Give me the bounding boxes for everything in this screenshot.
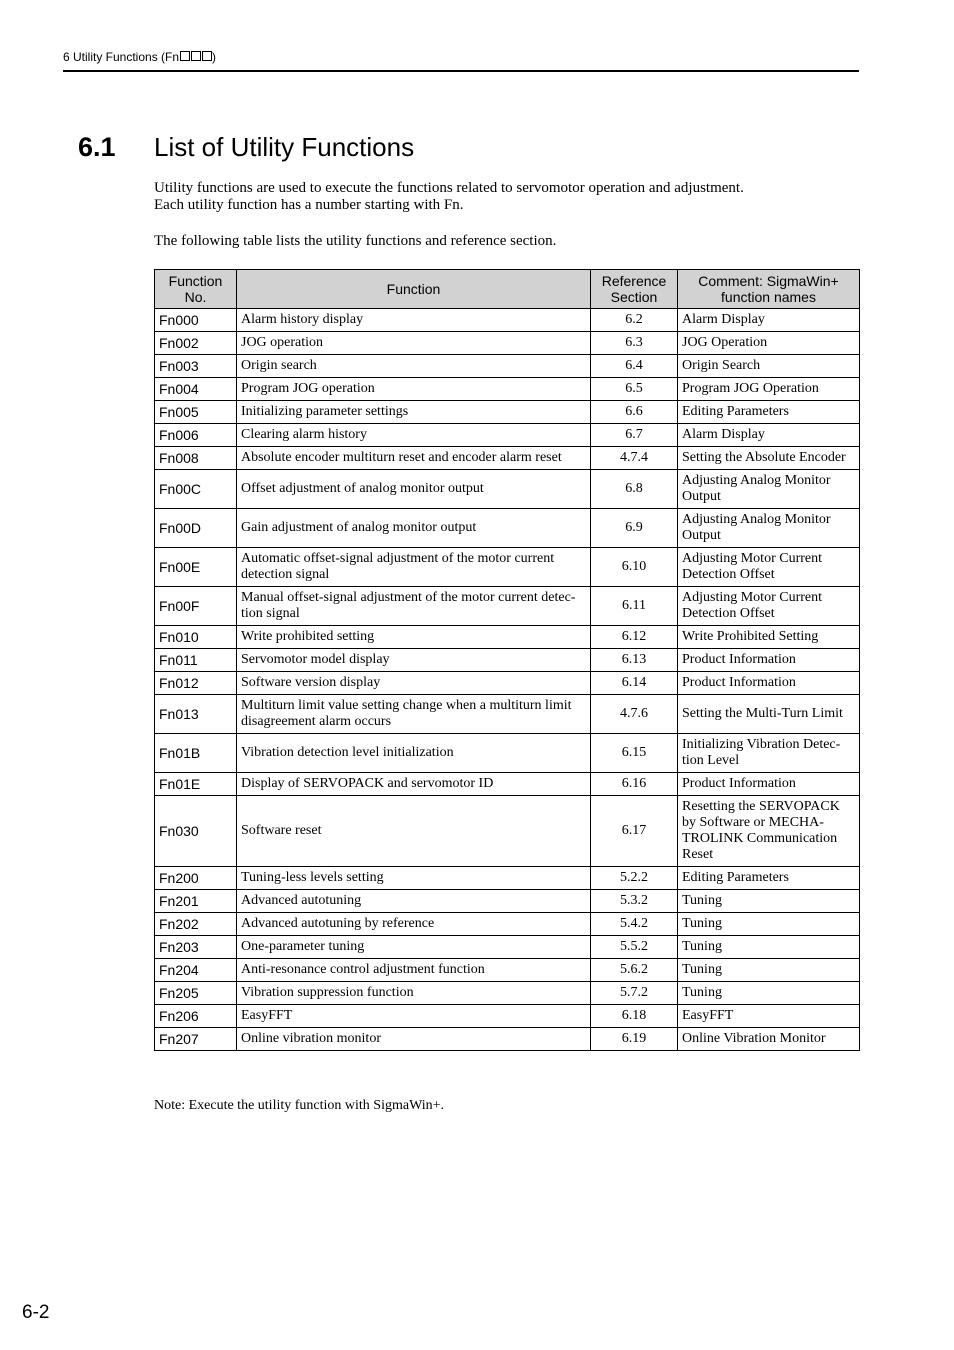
function-cell: EasyFFT [237, 1005, 591, 1028]
comment-cell: Editing Parameters [678, 867, 860, 890]
function-no-cell: Fn006 [155, 424, 237, 447]
function-cell: Online vibration monitor [237, 1028, 591, 1051]
reference-cell: 6.2 [591, 309, 678, 332]
function-cell: Software version display [237, 672, 591, 695]
comment-cell: Setting the Multi-Turn Limit [678, 695, 860, 734]
function-cell: Software reset [237, 796, 591, 867]
table-row [155, 626, 860, 649]
comment-cell: Tuning [678, 982, 860, 1005]
table-row [155, 447, 860, 470]
table-row [155, 1028, 860, 1051]
intro-line-2: Each utility function has a number starting with Fn. [154, 197, 464, 213]
function-no-cell: Fn203 [155, 936, 237, 959]
table-row [155, 509, 860, 548]
function-no-cell: Fn00D [155, 509, 237, 548]
intro-paragraph [154, 180, 744, 214]
function-no-cell: Fn205 [155, 982, 237, 1005]
function-no-cell: Fn012 [155, 672, 237, 695]
comment-cell: Alarm Display [678, 309, 860, 332]
reference-cell: 6.10 [591, 548, 678, 587]
function-no-cell: Fn005 [155, 401, 237, 424]
comment-cell: Online Vibration Monitor [678, 1028, 860, 1051]
reference-cell: 5.2.2 [591, 867, 678, 890]
table-row [155, 470, 860, 509]
table-row [155, 936, 860, 959]
function-cell: Vibration suppression function [237, 982, 591, 1005]
function-cell: Offset adjustment of analog monitor output [237, 470, 591, 509]
function-cell: Advanced autotuning [237, 890, 591, 913]
reference-cell: 6.15 [591, 734, 678, 773]
placeholder-box-icon [202, 51, 212, 61]
comment-cell: Product Information [678, 649, 860, 672]
reference-cell: 5.6.2 [591, 959, 678, 982]
table-row [155, 548, 860, 587]
table-row [155, 773, 860, 796]
reference-cell: 6.11 [591, 587, 678, 626]
table-row [155, 734, 860, 773]
function-no-cell: Fn000 [155, 309, 237, 332]
function-no-cell: Fn204 [155, 959, 237, 982]
table-row [155, 332, 860, 355]
header-reference-section: Reference Section [591, 270, 678, 309]
table-body [155, 309, 860, 1051]
reference-cell: 6.16 [591, 773, 678, 796]
function-no-cell: Fn201 [155, 890, 237, 913]
function-no-cell: Fn030 [155, 796, 237, 867]
table-row [155, 913, 860, 936]
reference-cell: 6.9 [591, 509, 678, 548]
function-cell: Vibration detection level initialization [237, 734, 591, 773]
section-title: List of Utility Functions [154, 132, 415, 162]
reference-cell: 4.7.6 [591, 695, 678, 734]
function-cell: Automatic offset-signal adjustment of the motor current detection signal [237, 548, 591, 587]
function-no-cell: Fn200 [155, 867, 237, 890]
function-no-cell: Fn004 [155, 378, 237, 401]
reference-cell: 6.18 [591, 1005, 678, 1028]
reference-cell: 6.5 [591, 378, 678, 401]
comment-cell: Tuning [678, 890, 860, 913]
comment-cell: Write Prohibited Setting [678, 626, 860, 649]
function-cell: Multiturn limit value setting change when a multiturn limit disagreement alarm occurs [237, 695, 591, 734]
reference-cell: 5.3.2 [591, 890, 678, 913]
header-rule [63, 70, 859, 72]
reference-cell: 5.7.2 [591, 982, 678, 1005]
reference-cell: 4.7.4 [591, 447, 678, 470]
table-row [155, 424, 860, 447]
function-no-cell: Fn002 [155, 332, 237, 355]
table-row [155, 672, 860, 695]
function-cell: Anti-resonance control adjustment function [237, 959, 591, 982]
table-row [155, 587, 860, 626]
reference-cell: 6.17 [591, 796, 678, 867]
reference-cell: 6.7 [591, 424, 678, 447]
comment-cell: Product Information [678, 672, 860, 695]
function-no-cell: Fn011 [155, 649, 237, 672]
table-row [155, 890, 860, 913]
function-cell: Gain adjustment of analog monitor output [237, 509, 591, 548]
reference-cell: 6.6 [591, 401, 678, 424]
function-cell: Advanced autotuning by reference [237, 913, 591, 936]
function-cell: Write prohibited setting [237, 626, 591, 649]
function-cell: Servomotor model display [237, 649, 591, 672]
comment-cell: Product Information [678, 773, 860, 796]
function-cell: Program JOG operation [237, 378, 591, 401]
reference-cell: 6.8 [591, 470, 678, 509]
comment-cell: Origin Search [678, 355, 860, 378]
function-no-cell: Fn010 [155, 626, 237, 649]
reference-cell: 6.13 [591, 649, 678, 672]
table-header-row [155, 270, 860, 309]
function-cell: One-parameter tuning [237, 936, 591, 959]
function-cell: Absolute encoder multiturn reset and encoder alarm reset [237, 447, 591, 470]
reference-cell: 6.12 [591, 626, 678, 649]
intro-line-1: Utility functions are used to execute the functions related to servomotor operation and adjustment. [154, 180, 744, 196]
reference-cell: 6.19 [591, 1028, 678, 1051]
table-row [155, 649, 860, 672]
table-row [155, 1005, 860, 1028]
table-row [155, 982, 860, 1005]
note: Note: Execute the utility function with SigmaWin+. [154, 1098, 445, 1113]
running-header-suffix: ) [212, 50, 217, 64]
header-function-no: Function No. [155, 270, 237, 309]
table-row [155, 401, 860, 424]
comment-cell: Setting the Absolute Encoder [678, 447, 860, 470]
function-no-cell: Fn008 [155, 447, 237, 470]
intro-paragraph-2: The following table lists the utility functions and reference section. [154, 233, 557, 249]
reference-cell: 6.4 [591, 355, 678, 378]
reference-cell: 6.3 [591, 332, 678, 355]
function-no-cell: Fn003 [155, 355, 237, 378]
comment-cell: Initializing Vibration Detec-tion Level [678, 734, 860, 773]
comment-cell: Tuning [678, 913, 860, 936]
function-cell: Manual offset-signal adjustment of the motor current detec-tion signal [237, 587, 591, 626]
function-no-cell: Fn013 [155, 695, 237, 734]
placeholder-box-icon [191, 51, 201, 61]
table-row [155, 355, 860, 378]
function-cell: Display of SERVOPACK and servomotor ID [237, 773, 591, 796]
function-no-cell: Fn202 [155, 913, 237, 936]
section-number: 6.1 [78, 132, 116, 162]
comment-cell: Adjusting Analog Monitor Output [678, 470, 860, 509]
function-no-cell: Fn00E [155, 548, 237, 587]
table-row [155, 695, 860, 734]
comment-cell: Tuning [678, 959, 860, 982]
header-function: Function [237, 270, 591, 309]
comment-cell: Adjusting Motor Current Detection Offset [678, 587, 860, 626]
running-header-text: 6 Utility Functions (Fn [63, 50, 180, 64]
comment-cell: Resetting the SERVOPACK by Software or MECHA-TROLINK Communication Reset [678, 796, 860, 867]
function-cell: Alarm history display [237, 309, 591, 332]
table-row [155, 378, 860, 401]
function-no-cell: Fn01E [155, 773, 237, 796]
function-no-cell: Fn00C [155, 470, 237, 509]
comment-cell: Adjusting Motor Current Detection Offset [678, 548, 860, 587]
comment-cell: Adjusting Analog Monitor Output [678, 509, 860, 548]
function-no-cell: Fn206 [155, 1005, 237, 1028]
function-cell: Tuning-less levels setting [237, 867, 591, 890]
header-comment: Comment: SigmaWin+ function names [678, 270, 860, 309]
reference-cell: 6.14 [591, 672, 678, 695]
function-cell: Origin search [237, 355, 591, 378]
reference-cell: 5.4.2 [591, 913, 678, 936]
function-cell: JOG operation [237, 332, 591, 355]
reference-cell: 5.5.2 [591, 936, 678, 959]
page-number: 6-2 [22, 1302, 50, 1323]
placeholder-box-icon [180, 51, 190, 61]
running-header [63, 50, 216, 64]
comment-cell: Tuning [678, 936, 860, 959]
table-row [155, 867, 860, 890]
function-no-cell: Fn00F [155, 587, 237, 626]
comment-cell: Editing Parameters [678, 401, 860, 424]
table-row [155, 959, 860, 982]
utility-functions-table [154, 269, 860, 1051]
comment-cell: Program JOG Operation [678, 378, 860, 401]
function-no-cell: Fn207 [155, 1028, 237, 1051]
table-row [155, 796, 860, 867]
function-cell: Initializing parameter settings [237, 401, 591, 424]
comment-cell: JOG Operation [678, 332, 860, 355]
section-heading [78, 132, 414, 163]
function-no-cell: Fn01B [155, 734, 237, 773]
comment-cell: EasyFFT [678, 1005, 860, 1028]
table-row [155, 309, 860, 332]
function-cell: Clearing alarm history [237, 424, 591, 447]
comment-cell: Alarm Display [678, 424, 860, 447]
